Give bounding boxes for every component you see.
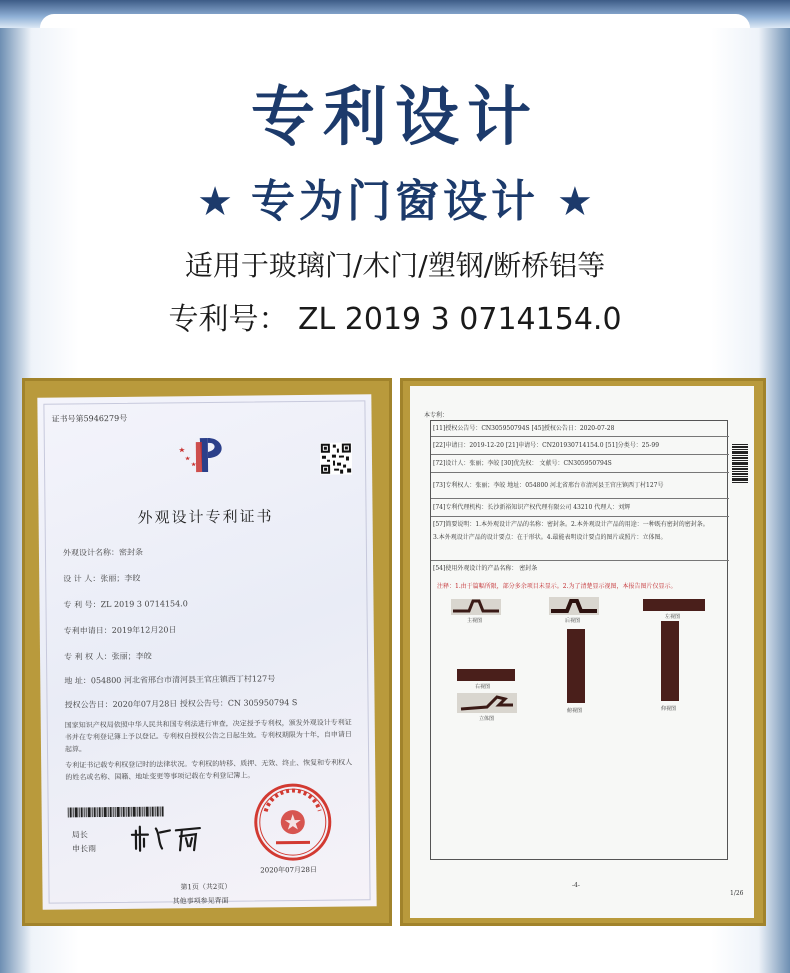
left-view-image xyxy=(643,599,705,611)
page-note: 第1页（共2页） xyxy=(180,882,232,892)
page-title: 专利设计 xyxy=(251,81,539,155)
certificate-frame xyxy=(22,378,392,926)
perspective-view-image xyxy=(457,693,517,713)
bottom-view-image xyxy=(661,621,679,701)
applicable-materials: 适用于玻璃门/木门/塑钢/断桥铝等 xyxy=(184,249,606,282)
cert-field-patent-no: 专 利 号：ZL 2019 3 0714154.0 xyxy=(63,599,188,610)
signature-icon xyxy=(130,820,220,855)
sheet-page-number: -4- xyxy=(572,882,580,889)
sheet-row: [54]使用外观设计的产品名称： 密封条 xyxy=(433,565,538,572)
view-label: 主视图 xyxy=(467,618,483,624)
sheet-red-note: 注释：1.由于篇幅所限，部分多余项目未显示。2.为了清楚显示视图，本报告图片仅显示。 xyxy=(437,583,677,590)
view-label: 后视图 xyxy=(565,618,581,624)
right-view-image xyxy=(457,669,515,681)
qr-code-icon xyxy=(320,442,352,474)
sheet-row: [73]专利权人：张丽；李皎 地址：054800 河北省邢台市清河县王官庄镇西丁村127号 xyxy=(431,473,729,499)
subtitle: 专为门窗设计 xyxy=(251,176,539,227)
sheet-table xyxy=(430,420,728,860)
cert-field-grant: 授权公告日：2020年07月28日 授权公告号：CN 305950794 S xyxy=(64,698,298,710)
cert-field-patentee: 专 利 权 人：张丽；李皎 xyxy=(63,651,152,662)
barcode-icon xyxy=(68,806,164,817)
cert-field-address: 地 址：054800 河北省邢台市清河县王官庄镇西丁村127号 xyxy=(64,674,276,686)
star-icon-left: ★ xyxy=(197,179,233,225)
sheet-row: 3.本外观设计产品的设计要点：在于形状。4.最能表明设计要点的图片或照片：立体图。 xyxy=(431,531,729,561)
sheet-frame xyxy=(400,378,766,926)
view-label: 右视图 xyxy=(475,684,491,690)
sheet-header: 本专利： xyxy=(424,412,449,419)
star-icon-right: ★ xyxy=(557,179,593,225)
patent-data-sheet xyxy=(410,386,754,918)
cert-field-designer: 设 计 人：张丽；李皎 xyxy=(63,573,141,584)
cert-paragraph-2: 专利证书记载专利权登记时的法律状况。专利权的转移、质押、无效、终止、恢复和专利权人的姓名或名称、国籍、地址变更等事项记载在专利登记簿上。 xyxy=(65,758,353,782)
sheet-row: [74]专利代理机构：长沙新裕知识产权代理有限公司 43210 代理人：刘辉 xyxy=(431,499,729,517)
view-label: 俯视图 xyxy=(567,708,583,714)
rear-view-profile xyxy=(549,597,599,615)
top-decor-bar xyxy=(0,0,790,28)
official-seal-icon xyxy=(251,781,334,864)
cert-paragraph-1: 国家知识产权局依照中华人民共和国专利法进行审查，决定授予专利权，颁发外观设计专利证书并在专利登记簿上予以登记。专利权自授权公告之日起生效。专利权期限为十年，自申请日起算。 xyxy=(64,718,352,754)
seal-date: 2020年07月28日 xyxy=(260,865,317,875)
top-view-image xyxy=(567,629,585,703)
cert-field-design-name: 外观设计名称：密封条 xyxy=(62,547,143,558)
view-label: 仰视图 xyxy=(661,706,677,712)
cnipa-emblem-icon xyxy=(174,434,232,475)
patent-number: 专利号： ZL 2019 3 0714154.0 xyxy=(168,302,622,337)
bureau-chief-label: 局长 xyxy=(71,830,88,840)
patent-certificate xyxy=(37,394,376,909)
view-label: 立体图 xyxy=(479,716,495,722)
sheet-page-corner: 1/26 xyxy=(730,890,744,897)
sheet-row: [11]授权公告号：CN305950794S [45]授权公告日：2020-07-28 xyxy=(431,421,729,437)
bureau-chief-name: 申长雨 xyxy=(72,844,97,854)
front-view-profile xyxy=(451,597,501,615)
view-label: 左视图 xyxy=(665,614,681,620)
sheet-row: [57]简要说明：1.本外观设计产品的名称：密封条。2.本外观设计产品的用途：一种既有密封的密封条。 xyxy=(433,521,709,528)
certificate-title: 外观设计专利证书 xyxy=(137,507,274,527)
side-barcode-icon xyxy=(732,444,748,484)
sheet-row: [22]申请日：2019-12-20 [21]申请号：CN201930714154.0 [51]分类号：25-99 xyxy=(431,437,729,455)
cert-field-filing-date: 专利申请日：2019年12月20日 xyxy=(63,625,177,636)
certificate-number: 证书号第5946279号 xyxy=(51,413,128,424)
footer-note: 其他事项参见背面 xyxy=(172,896,229,906)
sheet-row: [72]设计人：张丽；李皎 [30]优先权： 文献号：CN305950794S xyxy=(431,455,729,473)
subtitle-row xyxy=(0,174,790,230)
